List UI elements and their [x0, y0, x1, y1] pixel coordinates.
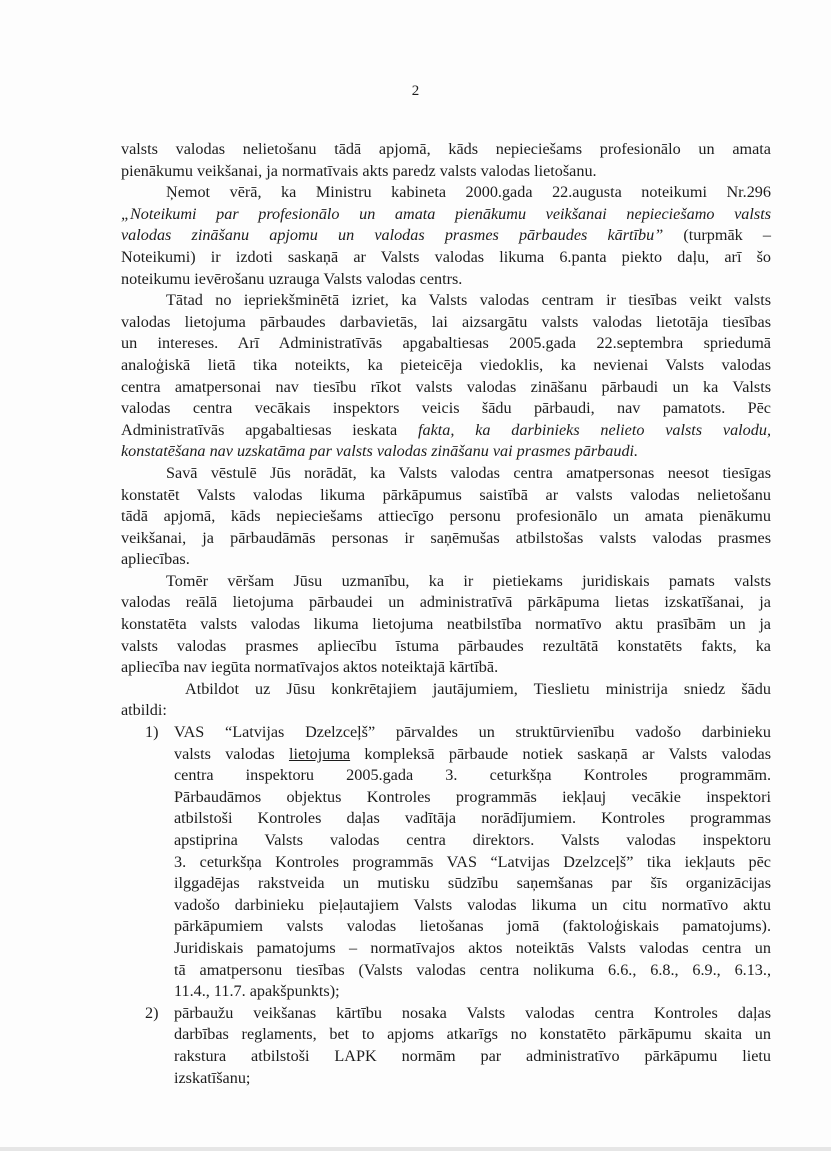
text-line: konstatēta valsts valodas likuma lietojuma neatbilstība normatīvo aktu prasībām un ja: [121, 615, 771, 634]
list-marker: 1): [145, 723, 159, 742]
text-line: un intereses. Arī Administratīvās apgabaltiesas 2005.gada 22.septembra spriedumā: [121, 334, 771, 353]
list-item-2: [121, 1003, 771, 1089]
text-line: noteikumu ievērošanu uzrauga Valsts valodas centrs.: [121, 269, 463, 288]
text-line: [121, 420, 771, 442]
paragraph-1: [121, 139, 771, 182]
text-line: valodas reālā lietojuma pārbaudei un administratīvā pārkāpuma lietas izskatīšanai, ja: [121, 593, 771, 612]
paragraph-4: [121, 463, 771, 571]
text-span: Administratīvās apgabaltiesas ieskata: [121, 420, 419, 439]
text-line: apstiprina Valsts valodas centra direktors. Valsts valodas inspektoru: [174, 831, 771, 849]
text-line: darbības reglaments, bet to apjoms atkarīgs no konstatēto pārkāpumu skaita un: [174, 1025, 771, 1044]
text-line: pienākumu veikšanai, ja normatīvais akts paredz valsts valodas lietošanu.: [121, 161, 597, 180]
text-line: Savā vēstulē Jūs norādāt, ka Valsts valodas centra amatpersonas neesot tiesīgas: [166, 463, 771, 482]
text-line: analoģiskā lietā tika noteikts, ka pieteicēja viedoklis, ka nevienai Valsts valodas: [121, 355, 771, 374]
text-line: pārbaužu veikšanas kārtību nosaka Valsts valodas centra Kontroles daļas: [174, 1003, 771, 1022]
text-line: Pārbaudāmos objektus Kontroles programmās iekļauj vecākie inspektori: [174, 787, 771, 806]
text-line: konstatēt Valsts valodas likuma pārkāpumus saistībā ar valsts valodas nelietošanu: [121, 485, 771, 504]
text-line: konstatēšana nav uzskatāma par valsts valodas zināšanu vai prasmes pārbaudi.: [121, 442, 639, 461]
text-line: Noteikumi) ir izdoti saskaņā ar Valsts valodas likuma 6.panta piekto daļu, arī šo: [121, 247, 771, 266]
text-line: 3. ceturkšņa Kontroles programmās VAS “Latvijas Dzelzceļš” tika iekļauts pēc: [174, 852, 771, 871]
text-line: [174, 744, 771, 766]
text-line: Tomēr vēršam Jūsu uzmanību, ka ir pietiekams juridiskais pamats valsts: [166, 571, 771, 590]
text-line: valodas lietojuma pārbaudes darbavietās, lai aizsargātu valsts valodas lietotāja tiesības: [121, 312, 771, 331]
text-line: 11.4., 11.7. apakšpunkts);: [174, 982, 340, 1001]
italic-quote: fakta, ka darbinieks nelieto valsts valodu,: [418, 420, 771, 439]
letter-body: [121, 139, 771, 1089]
text-line: vadošo darbinieku pieļautajiem Valsts valodas likuma un citu normatīvo aktu: [174, 895, 771, 914]
text-span: valsts valodas: [174, 744, 289, 763]
list-item-1: [121, 722, 771, 1003]
text-line: valsts valodas nelietošanu tādā apjomā, kāds nepieciešams profesionālo un amata: [121, 140, 771, 158]
paragraph-2: [121, 182, 771, 290]
text-line: tādā apjomā, kāds nepieciešams attiecīgo personu profesionālo un amata pienākumu: [121, 507, 771, 526]
text-line: Tātad no iepriekšminētā izriet, ka Valsts valodas centram ir tiesības veikt valsts: [166, 291, 771, 310]
italic-title: valodas zināšanu apjomu un valodas prasmes pārbaudes kārtību”: [121, 226, 664, 245]
paragraph-3: [121, 290, 771, 463]
text-span: kompleksā pārbaude notiek saskaņā ar Valsts valodas: [350, 744, 771, 763]
text-line: apliecības.: [121, 550, 190, 569]
text-line: atbilstoši Kontroles daļas vadītāja norādījumiem. Kontroles programmas: [174, 809, 771, 828]
scan-edge: [0, 1147, 831, 1151]
text-span: (turpmāk –: [663, 226, 771, 245]
text-line: tā amatpersonu tiesības (Valsts valodas centra nolikuma 6.6., 6.8., 6.9., 6.13.,: [174, 960, 771, 979]
page-number: 2: [411, 83, 420, 99]
text-line: apliecība nav iegūta normatīvajos aktos noteiktajā kārtībā.: [121, 658, 499, 677]
text-line: veikšanai, ja pārbaudāmās personas ir saņēmušas atbilstošas valsts valodas prasmes: [121, 528, 771, 547]
text-line: valsts valodas prasmes apliecību īstuma pārbaudes rezultātā konstatēts fakts, ka: [121, 636, 771, 655]
paragraph-6: [121, 679, 771, 722]
paragraph-5: [121, 571, 771, 679]
text-line: Juridiskais pamatojums – normatīvajos aktos noteiktās Valsts valodas centra un: [174, 938, 771, 957]
text-line: Ņemot vērā, ka Ministru kabineta 2000.gada 22.augusta noteikumi Nr.296: [166, 183, 771, 202]
text-line: valodas centra vecākais inspektors veicis šādu pārbaudi, nav pamatots. Pēc: [121, 399, 771, 418]
text-line: ilggadējas rakstveida un mutisku sūdzību saņemšanas par šīs organizācijas: [174, 874, 771, 893]
text-line: „Noteikumi par profesionālo un amata pienākumu veikšanai nepieciešamo valsts: [121, 204, 771, 223]
text-line: izskatīšanu;: [174, 1068, 251, 1087]
text-line: pārkāpumiem valsts valodas lietošanas jomā (faktoloģiskais pamatojums).: [174, 917, 771, 936]
text-line: centra inspektoru 2005.gada 3. ceturkšņa Kontroles programmām.: [174, 766, 771, 785]
text-line: VAS “Latvijas Dzelzceļš” pārvaldes un struktūrvienību vadošo darbinieku: [174, 723, 771, 742]
text-line: rakstura atbilstoši LAPK normām par administratīvo pārkāpumu lietu: [174, 1046, 771, 1065]
text-line: [121, 225, 771, 247]
list-marker: 2): [145, 1003, 159, 1022]
text-line: centra amatpersonai nav tiesību rīkot valsts valodas zināšanu pārbaudi un ka Valsts: [121, 377, 771, 396]
text-line: Atbildot uz Jūsu konkrētajiem jautājumiem, Tieslietu ministrija sniedz šādu: [185, 679, 771, 698]
text-line: atbildi:: [121, 701, 167, 720]
underlined-word: lietojuma: [288, 744, 351, 763]
